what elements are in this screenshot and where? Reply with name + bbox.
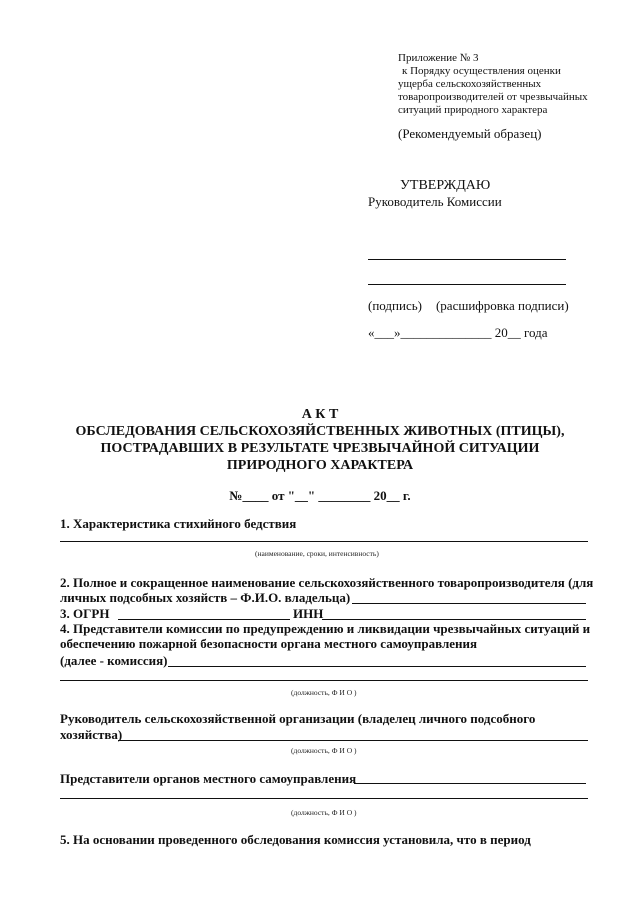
local-reps-field-1[interactable]: [354, 783, 586, 784]
commission-reps-field-2[interactable]: [60, 680, 588, 681]
inn-label: ИНН: [293, 606, 324, 621]
producer-name-field[interactable]: [352, 603, 586, 604]
title-line: ПОСТРАДАВШИХ В РЕЗУЛЬТАТЕ ЧРЕЗВЫЧАЙНОЙ СИТУАЦИИ: [100, 441, 540, 456]
title-line: ПРИРОДНОГО ХАРАКТЕРА: [226, 458, 414, 473]
section-4-label: 4. Представители комиссии по предупреждению и ликвидации чрезвычайных ситуаций и обеспечению пожарной безопасности органа местного самоуправления: [60, 621, 591, 651]
decoding-label: (расшифровка подписи): [435, 298, 569, 313]
field-hint: (должность, Ф И О ): [291, 746, 357, 755]
approve-heading: УТВЕРЖДАЮ: [400, 178, 491, 193]
signature-line-2[interactable]: [368, 284, 566, 285]
ogrn-label: 3. ОГРН: [60, 606, 110, 621]
head-org-label: Руководитель сельскохозяйственной организации (владелец личного подсобного: [60, 711, 536, 726]
disaster-field[interactable]: [60, 541, 588, 542]
signature-line-1[interactable]: [368, 259, 566, 260]
signature-labels: [368, 298, 569, 314]
section-2-label: 2. Полное и сокращенное наименование сельскохозяйственного товаропроизводителя (для личных подсобных хозяйств – Ф.И.О. владельца): [60, 575, 594, 605]
appendix-line: ущерба сельскохозяйственных: [398, 78, 542, 90]
appendix-line: ситуаций природного характера: [398, 104, 548, 116]
title-line: А К Т: [301, 407, 339, 422]
field-hint: (должность, Ф И О ): [291, 688, 357, 697]
head-org-field[interactable]: [118, 740, 588, 741]
appendix-line: товаропроизводителей от чрезвычайных: [398, 91, 588, 103]
commission-reps-field-1[interactable]: [168, 666, 586, 667]
appendix-block: [398, 52, 588, 117]
appendix-line: Приложение № 3: [398, 52, 479, 64]
act-number-date: №____ от "__" ________ 20__ г.: [229, 488, 411, 503]
appendix-line: к Порядку осуществления оценки: [402, 65, 561, 77]
signature-label: (подпись): [368, 298, 422, 313]
local-reps-field-2[interactable]: [60, 798, 588, 799]
section-1-label: 1. Характеристика стихийного бедствия: [60, 516, 297, 531]
document-title: [0, 406, 640, 474]
section-2-text: [60, 575, 600, 605]
inn-field[interactable]: [322, 619, 586, 620]
ogrn-field[interactable]: [118, 619, 290, 620]
title-line: ОБСЛЕДОВАНИЯ СЕЛЬСКОХОЗЯЙСТВЕННЫХ ЖИВОТНЫХ (ПТИЦЫ),: [75, 424, 565, 439]
section-5-label: 5. На основании проведенного обследования комиссия установила, что в период: [60, 832, 531, 847]
local-reps-label: Представители органов местного самоуправления: [60, 771, 357, 786]
commission-head-label: Руководитель Комиссии: [368, 194, 502, 209]
section-4-tail: (далее - комиссия): [60, 653, 168, 668]
sample-note: (Рекомендуемый образец): [398, 126, 542, 141]
field-hint: (должность, Ф И О ): [291, 808, 357, 817]
head-org-tail: хозяйства): [60, 727, 123, 742]
approval-date: «___»______________ 20__ года: [368, 325, 548, 340]
field-hint: (наименование, сроки, интенсивность): [255, 549, 379, 558]
section-4-text: [60, 621, 600, 651]
